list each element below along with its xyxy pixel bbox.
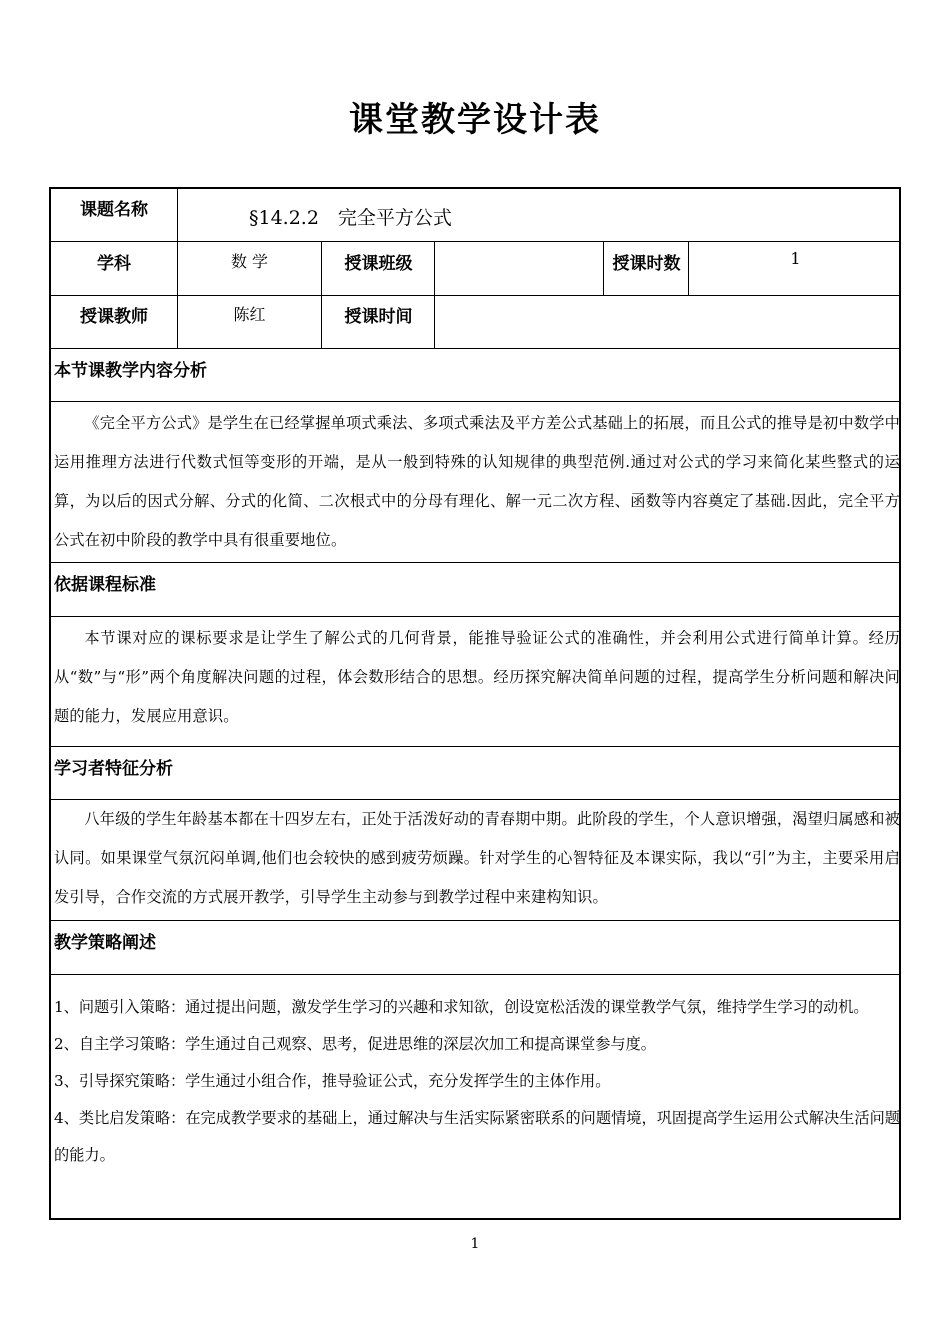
curriculum-standard-heading: 依据课程标准 xyxy=(54,575,156,595)
teacher-value: 陈红 xyxy=(233,305,266,324)
row-divider xyxy=(51,295,901,296)
col-divider xyxy=(603,242,604,296)
row-divider xyxy=(51,616,901,617)
col-divider xyxy=(688,242,689,296)
subject-label: 学科 xyxy=(97,254,131,274)
strategy-heading: 教学策略阐述 xyxy=(54,933,156,953)
row-divider xyxy=(51,241,901,242)
hours-value: 1 xyxy=(790,249,801,268)
learner-analysis-heading: 学习者特征分析 xyxy=(54,759,173,779)
strategy-item: 1、问题引入策略：通过提出问题，激发学生学习的兴趣和求知欲，创设宽松活泼的课堂教学气氛，维持学生学习的动机。 xyxy=(54,998,869,1016)
topic-value: §14.2.2 完全平方公式 xyxy=(249,207,452,229)
strategy-list xyxy=(54,989,900,1174)
strategy-item: 2、自主学习策略：学生通过自己观察、思考，促进思维的深层次加工和提高课堂参与度。 xyxy=(54,1035,656,1053)
lesson-design-table xyxy=(49,187,901,1220)
teacher-label: 授课教师 xyxy=(80,307,148,327)
row-divider xyxy=(51,401,901,402)
content-analysis-text: 《完全平方公式》是学生在已经掌握单项式乘法、多项式乘法及平方差公式基础上的拓展，而且公式的推导是初中数学中运用推理方法进行代数式恒等变形的开端，是从一般到特殊的认知规律的典型范例.通过对公式的学习来简化某些整式的运算，为以后的因式分解、分式的化简、二次根式中的分母有理化、解一元二次方程、函数等内容奠定了基础.因此，完全平方公式在初中阶段的教学中具有很重要地位。 xyxy=(54,414,900,549)
row-divider xyxy=(51,562,901,563)
class-label: 授课班级 xyxy=(344,254,413,274)
row-divider xyxy=(51,920,901,921)
row-divider xyxy=(51,348,901,349)
hours-label: 授课时数 xyxy=(612,254,681,274)
col-divider xyxy=(434,242,435,349)
strategy-item: 3、引导探究策略：学生通过小组合作，推导验证公式，充分发挥学生的主体作用。 xyxy=(54,1072,611,1090)
curriculum-standard-text: 本节课对应的课标要求是让学生了解公式的几何背景，能推导验证公式的准确性，并会利用公式进行简单计算。经历从“数”与“形”两个角度解决问题的过程，体会数形结合的思想。经历探究解决简单问题的过程，提高学生分析问题和解决问题的能力，发展应用意识。 xyxy=(54,629,900,725)
learner-analysis-text: 八年级的学生年龄基本都在十四岁左右，正处于活泼好动的青春期中期。此阶段的学生，个人意识增强，渴望归属感和被认同。如果课堂气氛沉闷单调,他们也会较快的感到疲劳烦躁。针对学生的心智特征及本课实际，我以“引”为主，主要采用启发引导，合作交流的方式展开教学，引导学生主动参与到教学过程中来建构知识。 xyxy=(54,810,900,906)
time-label: 授课时间 xyxy=(344,307,413,327)
strategy-item: 4、类比启发策略：在完成教学要求的基础上，通过解决与生活实际紧密联系的问题情境，巩固提高学生运用公式解决生活问题的能力。 xyxy=(54,1109,900,1164)
topic-label: 课题名称 xyxy=(80,200,148,220)
subject-value: 数 学 xyxy=(230,252,269,271)
row-divider xyxy=(51,746,901,747)
page-number: 1 xyxy=(470,1236,480,1252)
content-analysis-heading: 本节课教学内容分析 xyxy=(54,361,207,381)
col-divider xyxy=(321,242,322,349)
row-divider xyxy=(51,974,901,975)
document-title: 课堂教学设计表 xyxy=(349,100,601,140)
